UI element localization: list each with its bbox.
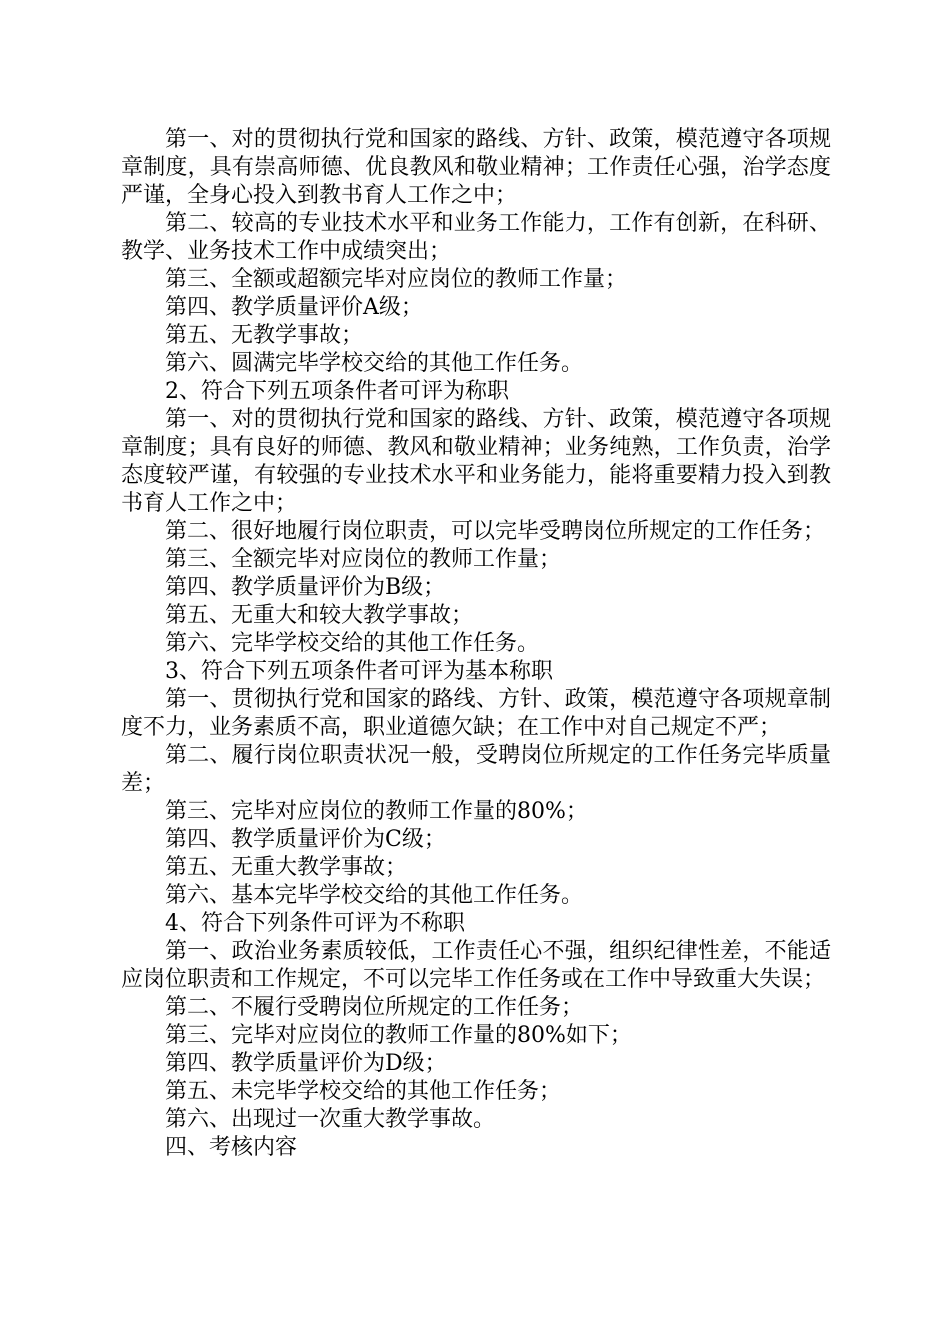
paragraph-basic-criterion-5: 第五、无重大教学事故； [165,855,408,880]
paragraph-basic-criterion-2: 第二、履行岗位职责状况一般，受聘岗位所规定的工作任务完毕质量差； [121,743,831,796]
paragraph-incompetent-criterion-6: 第六、出现过一次重大教学事故。 [165,1107,496,1132]
paragraph-basic-criterion-4: 第四、教学质量评价为C级； [165,827,446,852]
paragraph-incompetent-criterion-5: 第五、未完毕学校交给的其他工作任务； [165,1079,562,1104]
paragraph-excellent-criterion-1: 第一、对的贯彻执行党和国家的路线、方针、政策，模范遵守各项规章制度，具有崇高师德、优良教风和敬业精神；工作责任心强，治学态度严谨，全身心投入到教书育人工作之中； [121,127,831,208]
section-heading-incompetent: 4、符合下列条件可评为不称职 [165,911,465,936]
paragraph-basic-criterion-1: 第一、贯彻执行党和国家的路线、方针、政策，模范遵守各项规章制度不力，业务素质不高，职业道德欠缺；在工作中对自己规定不严； [121,687,831,740]
paragraph-competent-criterion-5: 第五、无重大和较大教学事故； [165,603,474,628]
section-heading-competent: 2、符合下列五项条件者可评为称职 [165,379,509,404]
section-heading-basically-competent: 3、符合下列五项条件者可评为基本称职 [165,659,553,684]
paragraph-basic-criterion-3: 第三、完毕对应岗位的教师工作量的80%； [165,799,588,824]
paragraph-incompetent-criterion-1: 第一、政治业务素质较低，工作责任心不强，组织纪律性差，不能适应岗位职责和工作规定，不可以完毕工作任务或在工作中导致重大失误； [121,939,831,992]
paragraph-basic-criterion-6: 第六、基本完毕学校交给的其他工作任务。 [165,883,584,908]
paragraph-excellent-criterion-6: 第六、圆满完毕学校交给的其他工作任务。 [165,351,584,376]
paragraph-excellent-criterion-5: 第五、无教学事故； [165,323,364,348]
paragraph-competent-criterion-1: 第一、对的贯彻执行党和国家的路线、方针、政策，模范遵守各项规章制度；具有良好的师德、教风和敬业精神；业务纯熟，工作负责，治学态度较严谨，有较强的专业技术水平和业务能力，能将重要精力投入到教书育人工作之中； [121,407,831,516]
document-body [121,126,831,1162]
paragraph-excellent-criterion-4: 第四、教学质量评价A级； [165,295,423,320]
paragraph-excellent-criterion-3: 第三、全额或超额完毕对应岗位的教师工作量； [165,267,628,292]
paragraph-incompetent-criterion-2: 第二、不履行受聘岗位所规定的工作任务； [165,995,584,1020]
paragraph-competent-criterion-4: 第四、教学质量评价为B级； [165,575,446,600]
paragraph-competent-criterion-3: 第三、全额完毕对应岗位的教师工作量； [165,547,562,572]
paragraph-incompetent-criterion-4: 第四、教学质量评价为D级； [165,1051,447,1076]
section-heading-assessment-content: 四、考核内容 [165,1135,298,1160]
paragraph-competent-criterion-2: 第二、很好地履行岗位职责，可以完毕受聘岗位所规定的工作任务； [165,519,826,544]
paragraph-competent-criterion-6: 第六、完毕学校交给的其他工作任务。 [165,631,540,656]
paragraph-excellent-criterion-2: 第二、较高的专业技术水平和业务工作能力，工作有创新，在科研、教学、业务技术工作中成绩突出； [121,211,831,264]
paragraph-incompetent-criterion-3: 第三、完毕对应岗位的教师工作量的80%如下； [165,1023,632,1048]
